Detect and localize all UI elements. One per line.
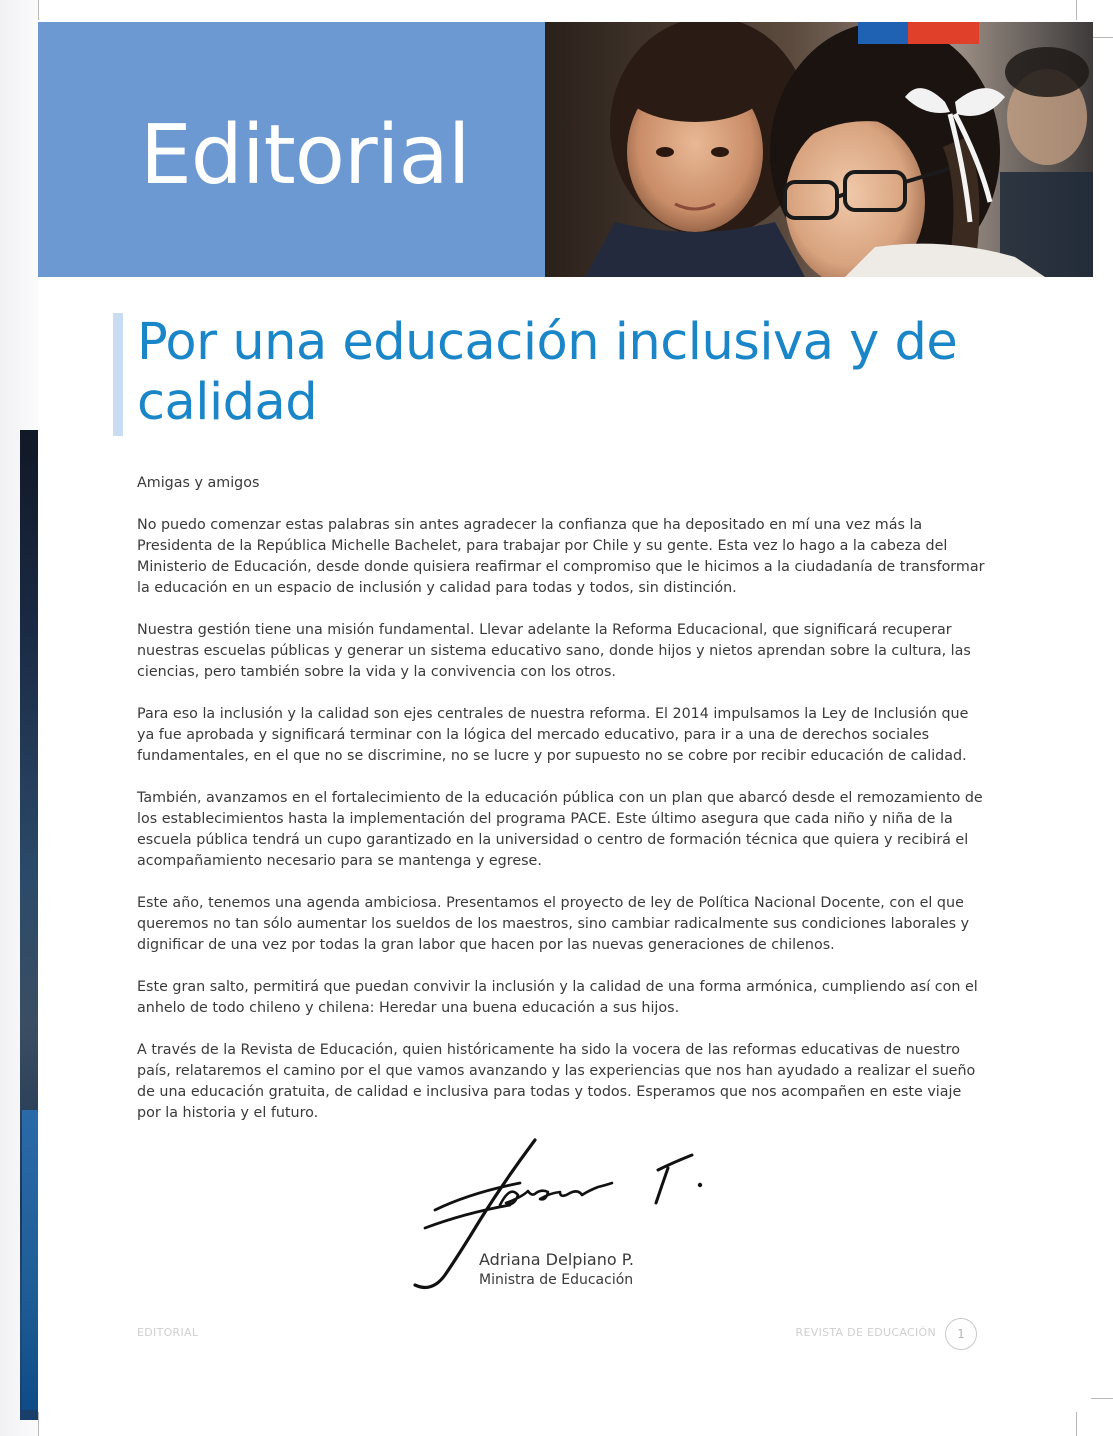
paragraph: Este año, tenemos una agenda ambiciosa. Presentamos el proyecto de ley de Política Nacional Docente, con el que queremos no tan sólo aumentar los sueldos de los maestros, sino cambiar radicalmente sus condiciones laborales y dignificar de una vez por todas la gran labor que hacen por las nuevas generaciones de chilenos. [137, 895, 970, 953]
header-photo [545, 22, 1093, 277]
children-photo-illustration [545, 22, 1093, 277]
paragraph: También, avanzamos en el fortalecimiento de la educación pública con un plan que abarcó desde el remozamiento de los establecimientos hasta la implementación del programa PACE. Este último asegura que cada niño y niña de la escuela pública tendrá un cupo garantizado en la universidad o centro de formación técnica que quiera y recibirá el acompañamiento necesario para se mantenga y egrese. [137, 790, 983, 869]
paragraph: Este gran salto, permitirá que puedan convivir la inclusión y la calidad de una forma armónica, cumpliendo así con el anhelo de todo chileno y chilena: Heredar una buena educación a sus hijos. [137, 979, 978, 1016]
crop-mark [1076, 1412, 1077, 1436]
section-title: Editorial [140, 108, 470, 203]
crop-mark [1091, 37, 1113, 38]
paragraph: A través de la Revista de Educación, quien históricamente ha sido la vocera de las reformas educativas de nuestro país, relataremos el camino por el que vamos avanzando y las experiencias que nos han ayudado a realizar el sueño de una educación gratuita, de calidad e inclusiva para todas y todos. Esperamos que nos acompañen en este viaje por la historia y el futuro. [137, 1042, 976, 1121]
footer-publication-label: REVISTA DE EDUCACIÓN [795, 1326, 936, 1339]
crop-mark [38, 1412, 39, 1436]
article-body [137, 473, 987, 1145]
signer-name: Adriana Delpiano P. [479, 1250, 634, 1269]
salutation: Amigas y amigos [137, 475, 260, 491]
signer-role: Ministra de Educación [479, 1272, 634, 1288]
flag-stripe-red [908, 22, 979, 44]
footer-section-label: EDITORIAL [137, 1326, 199, 1339]
page-spine-image [22, 1110, 38, 1410]
crop-mark [38, 0, 39, 20]
paragraph: Para eso la inclusión y la calidad son ejes centrales de nuestra reforma. El 2014 impulsamos la Ley de Inclusión que ya fue aprobada y significará terminar con la lógica del mercado educativo, para ir a una de derechos sociales fundamentales, en el que no se discrimine, no se lucre y por supuesto no se cobre por recibir educación de calidad. [137, 706, 969, 764]
crop-mark [1076, 0, 1077, 20]
paragraph: Nuestra gestión tiene una misión fundamental. Llevar adelante la Reforma Educacional, que significará recuperar nuestras escuelas públicas y generar un sistema educativo sano, donde hijos y nietos aprendan sobre la cultura, las ciencias, pero también sobre la vida y la convivencia con los otros. [137, 622, 971, 680]
heading-accent-bar [113, 313, 123, 436]
handwritten-signature [410, 1135, 710, 1295]
page-number: 1 [945, 1318, 977, 1350]
flag-stripe-blue [858, 22, 908, 44]
crop-mark [1091, 1398, 1113, 1399]
article-title: Por una educación inclusiva y de calidad [137, 313, 958, 432]
paragraph: No puedo comenzar estas palabras sin antes agradecer la confianza que ha depositado en mí una vez más la Presidenta de la República Michelle Bachelet, para trabajar por Chile y su gente. Esta vez lo hago a la cabeza del Ministerio de Educación, desde donde quisiera reafirmar el compromiso que le hicimos a la ciudadanía de transformar la educación en un espacio de inclusión y calidad para todas y todos, sin distinción. [137, 517, 985, 596]
